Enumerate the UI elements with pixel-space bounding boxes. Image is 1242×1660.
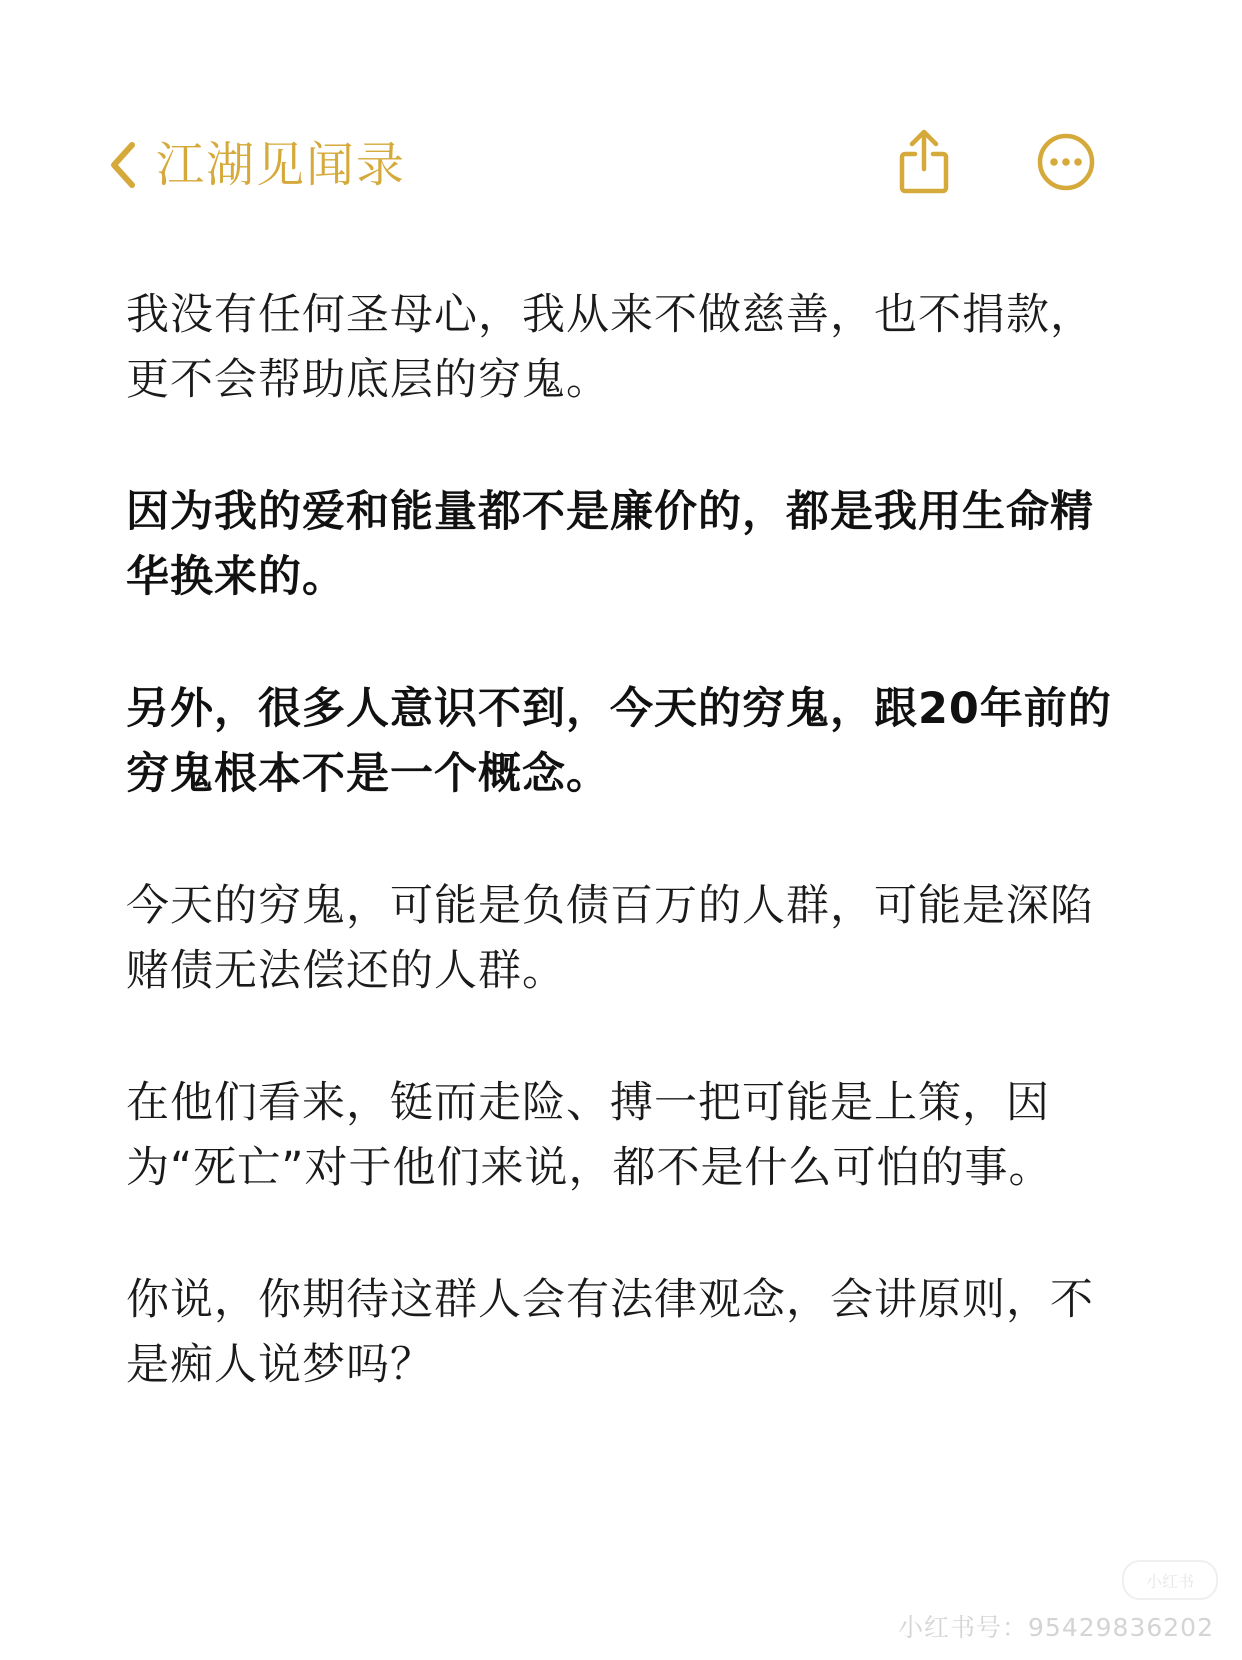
paragraph-6: 你说，你期待这群人会有法律观念，会讲原则，不是痴人说梦吗？	[126, 1275, 1094, 1390]
watermark-logo: 小红书	[1122, 1560, 1218, 1600]
back-button[interactable]	[108, 130, 406, 200]
note-body[interactable]	[126, 283, 1136, 1465]
paragraph-1: 我没有任何圣母心，我从来不做慈善，也不捐款，更不会帮助底层的穷鬼。	[126, 290, 1094, 405]
paragraph-4: 今天的穷鬼，可能是负债百万的人群，可能是深陷赌债无法偿还的人群。	[126, 881, 1094, 996]
paragraph-2: 因为我的爱和能量都不是廉价的，都是我用生命精华换来的。	[126, 487, 1094, 602]
more-icon	[1036, 132, 1096, 192]
chevron-left-icon	[108, 141, 138, 189]
share-button[interactable]	[895, 128, 953, 194]
share-icon	[895, 128, 953, 194]
paragraph-5: 在他们看来，铤而走险、搏一把可能是上策，因为“死亡”对于他们来说，都不是什么可怕的事。	[126, 1078, 1053, 1193]
watermark-id: 小红书号：95429836202	[898, 1613, 1214, 1642]
paragraph-3: 另外，很多人意识不到，今天的穷鬼，跟20年前的穷鬼根本不是一个概念。	[126, 684, 1112, 799]
more-button[interactable]	[1036, 132, 1096, 192]
navigation-bar	[0, 120, 1242, 210]
folder-title: 江湖见闻录	[156, 137, 407, 193]
